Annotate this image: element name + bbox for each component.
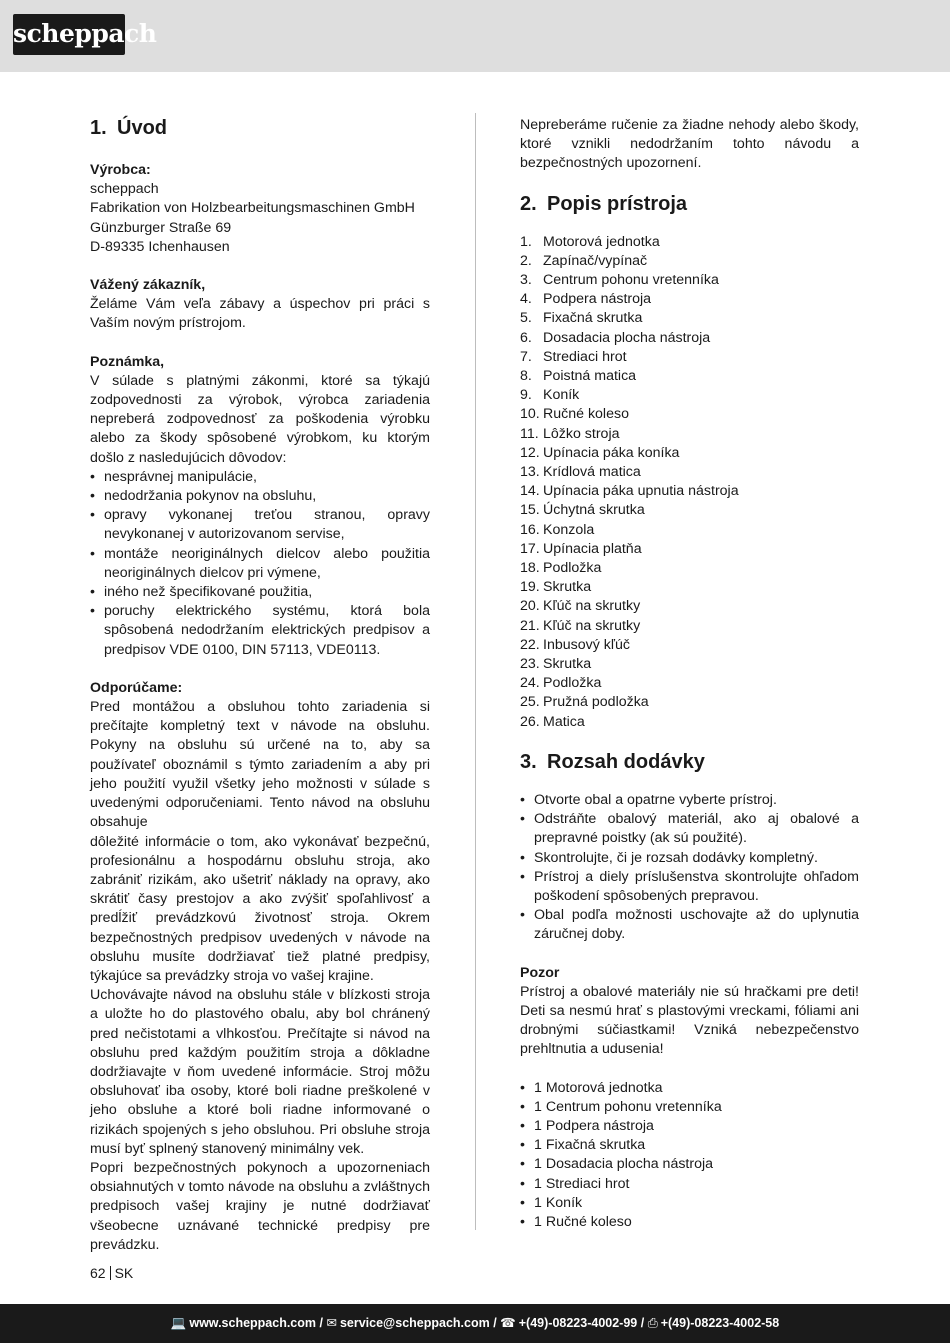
parts-list-item-label: Poistná matica (543, 368, 637, 385)
page-number-separator (110, 1266, 111, 1280)
parts-list-item-number: 23. (520, 656, 540, 673)
parts-list-item-label: Kľúč na skrutky (543, 617, 641, 634)
footer-separator: / (319, 1316, 323, 1330)
parts-list-item-number: 4. (520, 291, 532, 308)
parts-list-item (520, 655, 859, 674)
section-2-title: Popis prístroja (547, 192, 688, 215)
parts-list-item-label: Podpera nástroja (543, 291, 652, 308)
recommend-text: Pred montážou a obsluhou tohto zariadenia si prečítajte kompletný text v návode na obsluhu. Pokyny na obsluhu sú určené na to, aby sa používateľ oboznámil s týmto zariadením a aby pri jeho použití využil všetky jeho možnosti v súlade s uvedenými odporučeniami. Tento návod na obsluhu obsahuje (90, 699, 430, 831)
parts-list-item-number: 14. (520, 483, 540, 500)
left-column (90, 116, 430, 1255)
parts-list-item (520, 482, 859, 501)
footer-website: www.scheppach.com (189, 1316, 317, 1330)
list-item: • 1 Strediaci hrot (520, 1175, 859, 1194)
caution-label: Pozor (520, 964, 560, 981)
note-label: Poznámka, (90, 353, 165, 370)
parts-list-item-label: Podložka (543, 675, 602, 692)
parts-list-item (520, 290, 859, 309)
parts-list-item (520, 713, 859, 732)
parts-list-item-number: 25. (520, 694, 540, 711)
delivery-steps-list (520, 791, 859, 945)
parts-list-item (520, 540, 859, 559)
parts-list-item (520, 252, 859, 271)
list-item: • Odstráňte obalový materiál, ako aj obalové a prepravné poistky (ak sú použité). (520, 810, 859, 848)
parts-list-item-label: Matica (543, 713, 585, 730)
parts-list-item (520, 578, 859, 597)
page-header (0, 0, 950, 72)
liability-disclaimer: Nepreberáme ručenie za žiadne nehody alebo škody, ktoré vznikli nedodržaním tohto návodu a bezpečnostných upozornení. (520, 117, 859, 172)
section-1-title: Úvod (117, 117, 167, 139)
manufacturer-label: Výrobca: (90, 162, 151, 178)
parts-list-item-label: Zapínač/vypínač (543, 252, 648, 269)
parts-list-item-label: Strediaci hrot (543, 348, 627, 365)
parts-list-item-label: Koník (543, 387, 580, 404)
parts-list-item-label: Ručné koleso (543, 406, 629, 423)
manufacturer-line: D-89335 Ichenhausen (90, 238, 230, 255)
section-3-number: 3. (520, 750, 537, 773)
computer-icon: 💻 (170, 1316, 187, 1330)
list-item: • Prístroj a diely príslušenstva skontrolujte ohľadom poškodení spôsobených prepravou. (520, 868, 859, 906)
list-item: • Obal podľa možnosti uschovajte až do uplynutia záručnej doby. (520, 906, 859, 944)
safety-text: Popri bezpečnostných pokynoch a upozorneniach obsiahnutých v tomto návode na obsluhu a zvláštnych predpisoch vašej krajiny je nutné dodržiavať všeobecne uznávané technické predpisy pre prevádzku. (90, 1159, 430, 1253)
parts-list-item (520, 636, 859, 655)
parts-list-item-number: 13. (520, 464, 540, 481)
manufacturer-line: Fabrikation von Holzbearbeitungsmaschinen GmbH (90, 200, 415, 217)
phone-icon: ☎ (500, 1316, 516, 1330)
parts-list-item-label: Skrutka (543, 579, 592, 596)
parts-list-item-number: 10. (520, 406, 540, 423)
parts-list-item (520, 501, 859, 520)
list-item: • 1 Motorová jednotka (520, 1079, 859, 1098)
parts-list-item (520, 463, 859, 482)
parts-list-item-label: Konzola (543, 521, 595, 538)
parts-list-item-number: 21. (520, 617, 540, 634)
parts-list-item-number: 9. (520, 387, 532, 404)
footer-email: service@scheppach.com (339, 1316, 490, 1330)
parts-list-item-label: Fixačná skrutka (543, 310, 643, 327)
column-divider (475, 113, 476, 1230)
parts-list-item-number: 12. (520, 444, 540, 461)
parts-list (520, 233, 859, 732)
parts-list-item-number: 15. (520, 502, 540, 519)
parts-list-item-label: Centrum pohonu vretenníka (543, 272, 719, 289)
customer-text: Želáme Vám veľa zábavy a úspechov pri práci s Vaším novým prístrojom. (90, 296, 430, 332)
parts-list-item (520, 674, 859, 693)
list-item: • iného než špecifikované použitia, (90, 583, 430, 602)
parts-list-item (520, 309, 859, 328)
parts-list-item-label: Upínacia páka koníka (543, 444, 680, 461)
parts-list-item (520, 559, 859, 578)
parts-list-item-number: 1. (520, 233, 532, 250)
section-3-heading (520, 750, 859, 774)
section-3-title: Rozsah dodávky (547, 750, 705, 773)
manufacturer-line: scheppach (90, 181, 159, 198)
list-item: • montáže neoriginálnych dielcov alebo použitia neoriginálnych dielcov pri výmene, (90, 545, 430, 583)
parts-list-item-number: 5. (520, 310, 532, 327)
parts-list-item (520, 405, 859, 424)
right-column (520, 116, 859, 1232)
parts-list-item-number: 7. (520, 348, 532, 365)
envelope-icon: ✉ (326, 1316, 337, 1330)
fax-icon: ⎙ (647, 1316, 658, 1330)
parts-list-item-label: Skrutka (543, 656, 592, 673)
list-item: • 1 Ručné koleso (520, 1213, 859, 1232)
section-1-heading (90, 116, 430, 140)
list-item: • opravy vykonanej treťou stranou, opravy nevykonanej v autorizovanom servise, (90, 506, 430, 544)
parts-list-item (520, 348, 859, 367)
parts-list-item-number: 11. (520, 425, 539, 442)
parts-list-item-label: Upínacia platňa (543, 540, 642, 557)
list-item: • 1 Fixačná skrutka (520, 1136, 859, 1155)
parts-list-item (520, 329, 859, 348)
caution-text: Prístroj a obalové materiály nie sú hračkami pre deti! Deti sa nesmú hrať s plastovými vreckami, fóliami ani drobnými súčiastkami! Vzniká nebezpečenstvo prehltnutia a udusenia! (520, 983, 859, 1058)
recommend-label: Odporúčame: (90, 679, 183, 696)
parts-list-item-number: 22. (520, 636, 540, 653)
parts-list-item-number: 3. (520, 272, 532, 289)
footer-separator: / (640, 1316, 645, 1330)
customer-label: Vážený zákazník, (90, 277, 206, 294)
parts-list-item-label: Pružná podložka (543, 694, 649, 711)
page-language: SK (114, 1265, 134, 1281)
list-item: • 1 Koník (520, 1194, 859, 1213)
parts-list-item (520, 271, 859, 290)
section-2-number: 2. (520, 192, 537, 215)
parts-list-item-label: Úchytná skrutka (543, 502, 645, 519)
parts-list-item (520, 367, 859, 386)
parts-list-item (520, 425, 859, 444)
parts-list-item-number: 20. (520, 598, 540, 615)
scheppach-logo: scheppach (13, 14, 125, 55)
parts-list-item-number: 17. (520, 540, 540, 557)
manufacturer-line: Günzburger Straße 69 (90, 219, 232, 236)
footer-phone: +(49)-08223-4002-99 (518, 1316, 638, 1330)
list-item: • poruchy elektrického systému, ktorá bola spôsobená nedodržaním elektrických predpisov a predpisov VDE 0100, DIN 57113, VDE0113. (90, 602, 430, 660)
page-number (90, 1265, 133, 1281)
parts-list-item-label: Lôžko stroja (543, 425, 620, 442)
parts-list-item-label: Kľúč na skrutky (543, 598, 641, 615)
parts-list-item-number: 24. (520, 675, 540, 692)
parts-list-item (520, 386, 859, 405)
delivery-contents-list (520, 1079, 859, 1233)
list-item: • Otvorte obal a opatrne vyberte prístroj. (520, 791, 859, 810)
section-1-number: 1. (90, 117, 107, 139)
parts-list-item-label: Upínacia páka upnutia nástroja (543, 483, 739, 500)
recommend-text-continued: dôležité informácie o tom, ako vykonávať bezpečnú, profesionálnu a hospodárnu obsluhu stroja, ako zabrániť rizikám, ako ušetriť náklady na opravy, ako skrátiť časy prestojov a ako zvýšiť spoľahlivosť a predĺžiť prevádzkovú životnosť stroja. Okrem bezpečnostných predpisov uvedených v návode na obsluhu musíte dodržiavať tiež platné predpisy, týkajúce sa prevádzky stroja vo vašej krajine. (90, 833, 430, 984)
parts-list-item-number: 8. (520, 368, 532, 385)
list-item: • nedodržania pokynov na obsluhu, (90, 487, 430, 506)
list-item: • 1 Centrum pohonu vretenníka (520, 1098, 859, 1117)
parts-list-item-label: Inbusový kľúč (543, 636, 630, 653)
parts-list-item (520, 617, 859, 636)
parts-list-item-number: 26. (520, 713, 540, 730)
list-item: • Skontrolujte, či je rozsah dodávky kompletný. (520, 849, 859, 868)
parts-list-item-label: Krídlová matica (543, 464, 641, 481)
section-2-heading (520, 192, 859, 216)
parts-list-item-number: 16. (520, 521, 540, 538)
page-footer (0, 1304, 950, 1343)
keep-manual-text: Uchovávajte návod na obsluhu stále v blízkosti stroja a uložte ho do plastového obalu, aby bol chránený pred nečistotami a vlhkosťou. Prečítajte si návod na obsluhu pred každým použitím stroja a dôkladne dodržiavajte v ňom uvedené informácie. Stroj môžu obsluhovať iba osoby, ktoré boli riadne preškolené v jeho obsluhe a ktoré boli riadne informované o rizikách spojených s jeho obsluhou. Pri obsluhe stroja musí byť splnený stanovený minimálny vek. (90, 987, 430, 1157)
page-number-value: 62 (90, 1265, 106, 1281)
parts-list-item (520, 521, 859, 540)
list-item: • 1 Podpera nástroja (520, 1117, 859, 1136)
parts-list-item (520, 693, 859, 712)
parts-list-item (520, 444, 859, 463)
parts-list-item (520, 597, 859, 616)
parts-list-item-number: 18. (520, 560, 540, 577)
list-item: • nesprávnej manipulácie, (90, 468, 430, 487)
parts-list-item (520, 233, 859, 252)
liability-bullet-list (90, 468, 430, 660)
list-item: • 1 Dosadacia plocha nástroja (520, 1155, 859, 1174)
note-text: V súlade s platnými zákonmi, ktoré sa týkajú zodpovednosti za výrobok, výrobca zariadenia nepreberá zodpovednosť za poškodenia výrobku alebo za škody spôsobené výrobkom, ku ktorým došlo z nasledujúcich dôvodov: (90, 372, 430, 466)
parts-list-item-label: Dosadacia plocha nástroja (543, 329, 711, 346)
parts-list-item-number: 19. (520, 579, 540, 596)
parts-list-item-label: Podložka (543, 560, 602, 577)
footer-separator: / (493, 1316, 497, 1330)
parts-list-item-label: Motorová jednotka (543, 233, 660, 250)
parts-list-item-number: 6. (520, 329, 532, 346)
parts-list-item-number: 2. (520, 252, 532, 269)
footer-fax: +(49)-08223-4002-58 (660, 1316, 780, 1330)
